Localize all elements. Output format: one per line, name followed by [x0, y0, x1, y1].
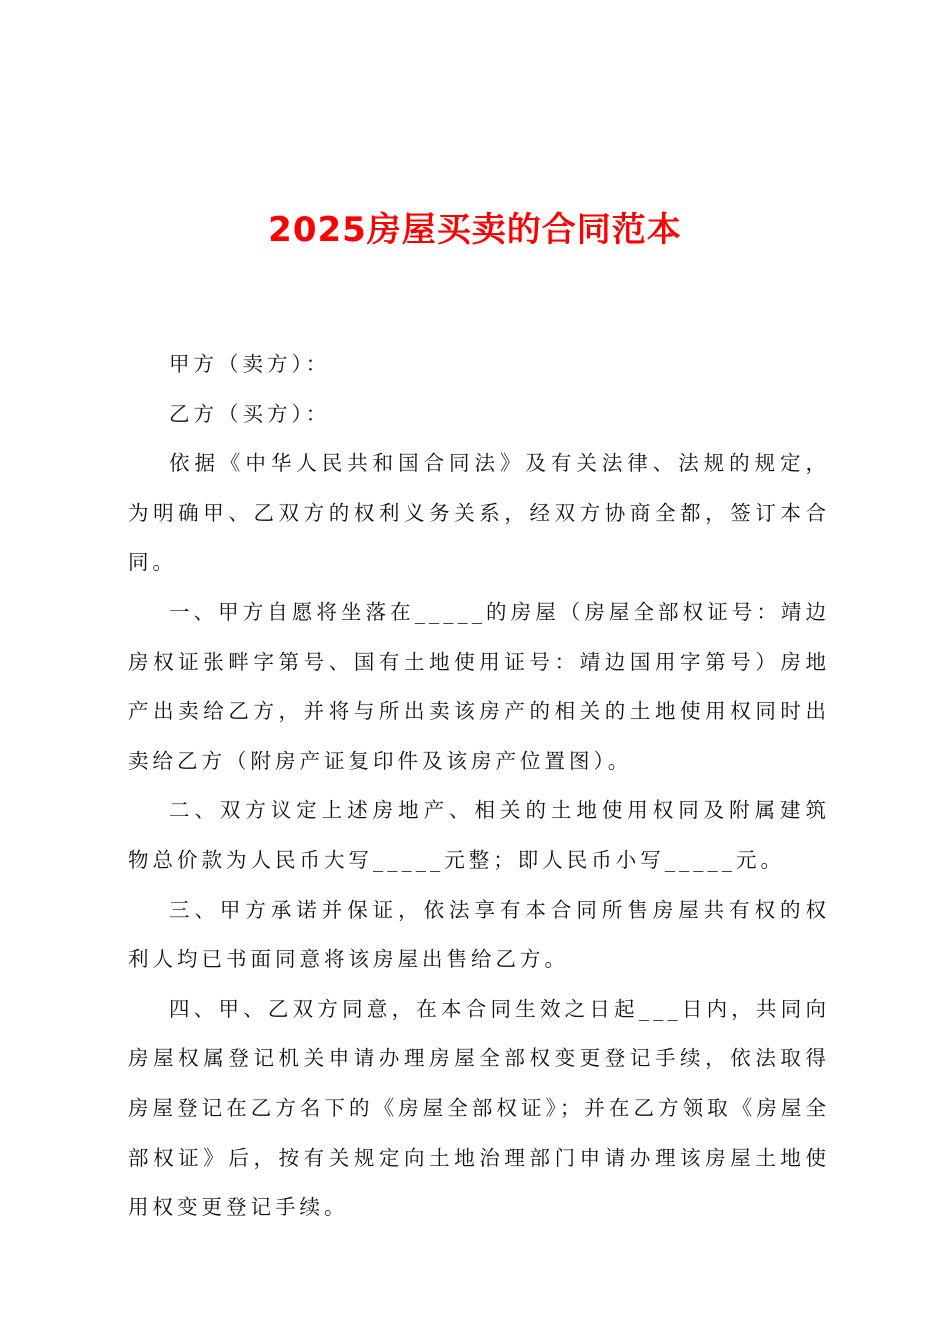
party-b-line: 乙方（买方）： — [169, 401, 331, 426]
clause-2-paragraph: 二、双方议定上述房地产、相关的土地使用权同及附属建筑物总价款为人民币大写_____元整；即人民币小写_____元。 — [128, 798, 830, 872]
clause-3-paragraph: 三、甲方承诺并保证，依法享有本合同所售房屋共有权的权利人均已书面同意将该房屋出售给乙方。 — [128, 897, 830, 972]
preamble-paragraph: 依据《中华人民共和国合同法》及有关法律、法规的规定，为明确甲、乙双方的权利义务关系，经双方协商全都，签订本合同。 — [128, 451, 830, 575]
clause-4-paragraph: 四、甲、乙双方同意，在本合同生效之日起___日内，共同向房屋权属登记机关申请办理房屋全部权变更登记手续，依法取得房屋登记在乙方名下的《房屋全部权证》；并在乙方领取《房屋全部权证》后，按有关规定向土地治理部门申请办理该房屋土地使用权变更登记手续。 — [128, 996, 830, 1220]
document-title: 2025房屋买卖的合同范本 — [268, 210, 682, 250]
party-a-line: 甲方（卖方）： — [169, 352, 331, 376]
clause-1-paragraph: 一、甲方自愿将坐落在_____的房屋（房屋全部权证号：靖边房权证张畔字第号、国有土地使用证号：靖边国用字第号）房地产出卖给乙方，并将与所出卖该房产的相关的土地使用权同时出卖给乙方（附房产证复印件及该房产位置图）。 — [128, 599, 830, 773]
document-body — [128, 340, 830, 1233]
